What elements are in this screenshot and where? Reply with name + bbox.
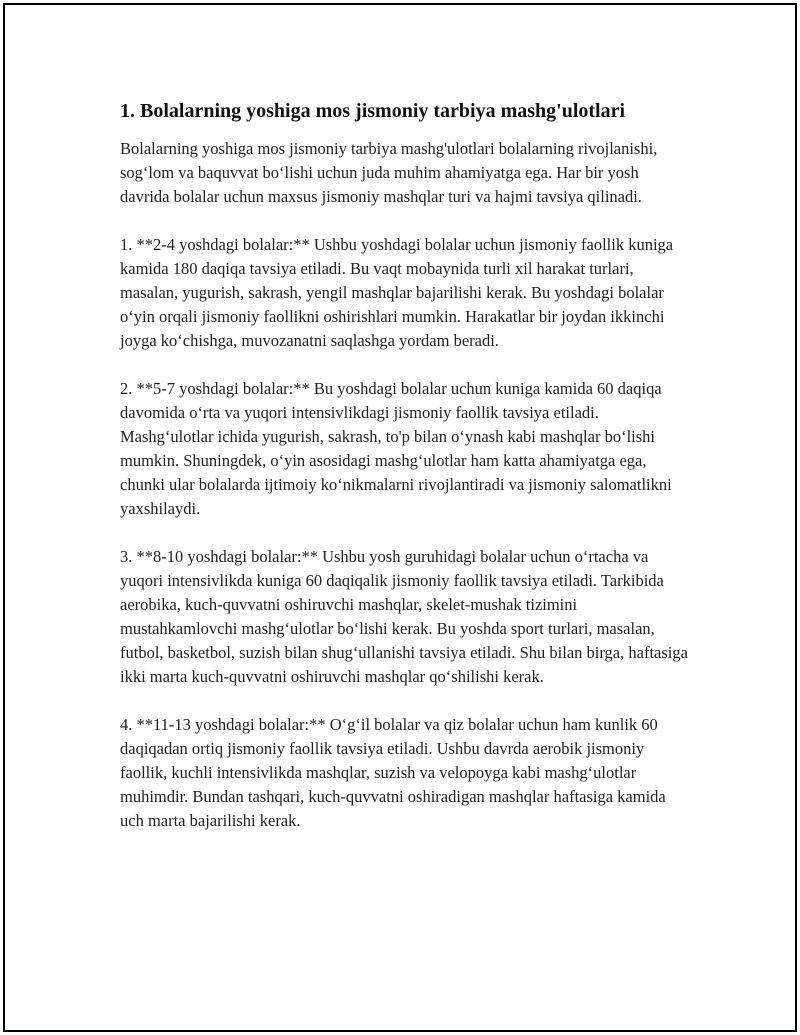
page-frame <box>3 3 797 1032</box>
paragraph-age-11-13: 4. **11-13 yoshdagi bolalar:** O‘g‘il bolalar va qiz bolalar uchun ham kunlik 60 daqiqadan ortiq jismoniy faollik tavsiya etiladi. Ushbu davrda aerobik jismoniy faollik, kuchli intensivlikda mashqlar, suzish va velopoyga kabi mashg‘ulotlar muhimdir. Bundan tashqari, kuch-quvvatni oshiradigan mashqlar haftasiga kamida uch marta bajarilishi kerak. <box>120 715 666 830</box>
intro-paragraph: Bolalarning yoshiga mos jismoniy tarbiya mashg'ulotlari bolalarning rivojlanishi, sog‘lom va baquvvat bo‘lishi uchun juda muhim ahamiyatga ega. Har bir yosh davrida bolalar uchun maxsus jismoniy mashqlar turi va hajmi tavsiya qilinadi. <box>120 139 658 206</box>
paragraph-age-8-10: 3. **8-10 yoshdagi bolalar:** Ushbu yosh guruhidagi bolalar uchun o‘rtacha va yuqori intensivlikda kuniga 60 daqiqalik jismoniy faollik tavsiya etiladi. Tarkibida aerobika, kuch-quvvatni oshiruvchi mashqlar, skelet-mushak tizimini mustahkamlovchi mashg‘ulotlar bo‘lishi kerak. Bu yoshda sport turlari, masalan, futbol, basketbol, suzish bilan shug‘ullanishi tavsiya etiladi. Shu bilan birga, haftasiga ikki marta kuch-quvvatni oshiruvchi mashqlar qo‘shilishi kerak. <box>120 547 688 686</box>
document-body <box>120 97 690 857</box>
paragraph-age-5-7: 2. **5-7 yoshdagi bolalar:** Bu yoshdagi bolalar uchun kuniga kamida 60 daqiqa davomida o‘rta va yuqori intensivlikdagi jismoniy faollik tavsiya etiladi. Mashg‘ulotlar ichida yugurish, sakrash, to'p bilan o‘ynash kabi mashqlar bo‘lishi mumkin. Shuningdek, o‘yin asosidagi mashg‘ulotlar ham katta ahamiyatga ega, chunki ular bolalarda ijtimoiy ko‘nikmalarni rivojlantiradi va jismoniy salomatlikni yaxshilaydi. <box>120 379 672 518</box>
document-title: 1. Bolalarning yoshiga mos jismoniy tarbiya mashg'ulotlari <box>120 100 626 122</box>
paragraph-age-2-4: 1. **2-4 yoshdagi bolalar:** Ushbu yoshdagi bolalar uchun jismoniy faollik kuniga kamida 180 daqiqa tavsiya etiladi. Bu vaqt mobaynida turli xil harakat turlari, masalan, yugurish, sakrash, yengil mashqlar bajarilishi kerak. Bu yoshdagi bolalar o‘yin orqali jismoniy faollikni oshirishlari mumkin. Harakatlar bir joydan ikkinchi joyga ko‘chishga, muvozanatni saqlashga yordam beradi. <box>120 235 674 350</box>
